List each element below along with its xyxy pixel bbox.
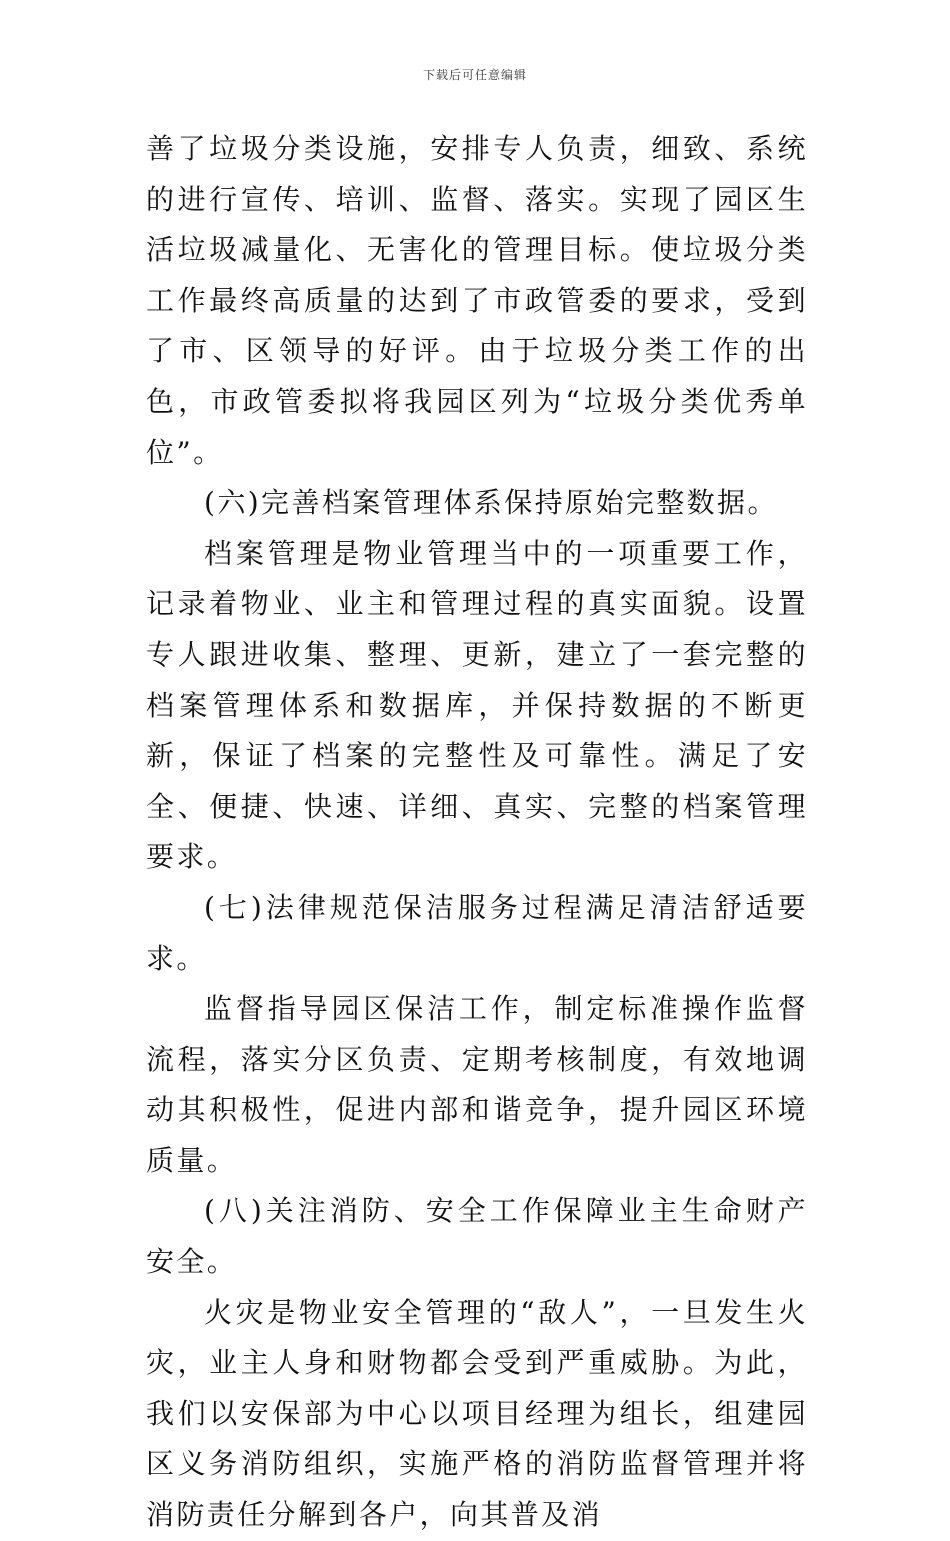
section-heading-7: (七)法律规范保洁服务过程满足清洁舒适要求。 xyxy=(146,890,808,975)
section-heading-6: (六)完善档案管理体系保持原始完整数据。 xyxy=(204,486,778,520)
section-heading-8: (八)关注消防、安全工作保障业主生命财产安全。 xyxy=(146,1194,808,1279)
paragraph-archive-management: 档案管理是物业管理当中的一项重要工作，记录着物业、业主和管理过程的真实面貌。设置专人跟进收集、整理、更新，建立了一套完整的档案管理体系和数据库，并保持数据的不断更新，保证了档案的完整性及可靠性。满足了安全、便捷、快速、详细、真实、完整的档案管理要求。 xyxy=(146,536,808,874)
header-note: 下载后可任意编辑 xyxy=(422,68,527,82)
paragraph-fire-safety: 火灾是物业安全管理的“敌人”，一旦发生火灾，业主人身和财物都会受到严重威胁。为此，我们以安保部为中心以项目经理为组长，组建园区义务消防组织，实施严格的消防监督管理并将消防责任分解到各户，向其普及消 xyxy=(146,1295,808,1532)
document-body xyxy=(146,124,808,1541)
paragraph-cleaning-service: 监督指导园区保洁工作，制定标准操作监督流程，落实分区负责、定期考核制度，有效地调动其积极性，促进内部和谐竞争，提升园区环境质量。 xyxy=(146,992,808,1177)
paragraph-garbage-sorting: 善了垃圾分类设施，安排专人负责，细致、系统的进行宣传、培训、监督、落实。实现了园区生活垃圾减量化、无害化的管理目标。使垃圾分类工作最终高质量的达到了市政管委的要求，受到了市、区领导的好评。由于垃圾分类工作的出色，市政管委拟将我园区列为“垃圾分类优秀单位”。 xyxy=(146,132,808,469)
